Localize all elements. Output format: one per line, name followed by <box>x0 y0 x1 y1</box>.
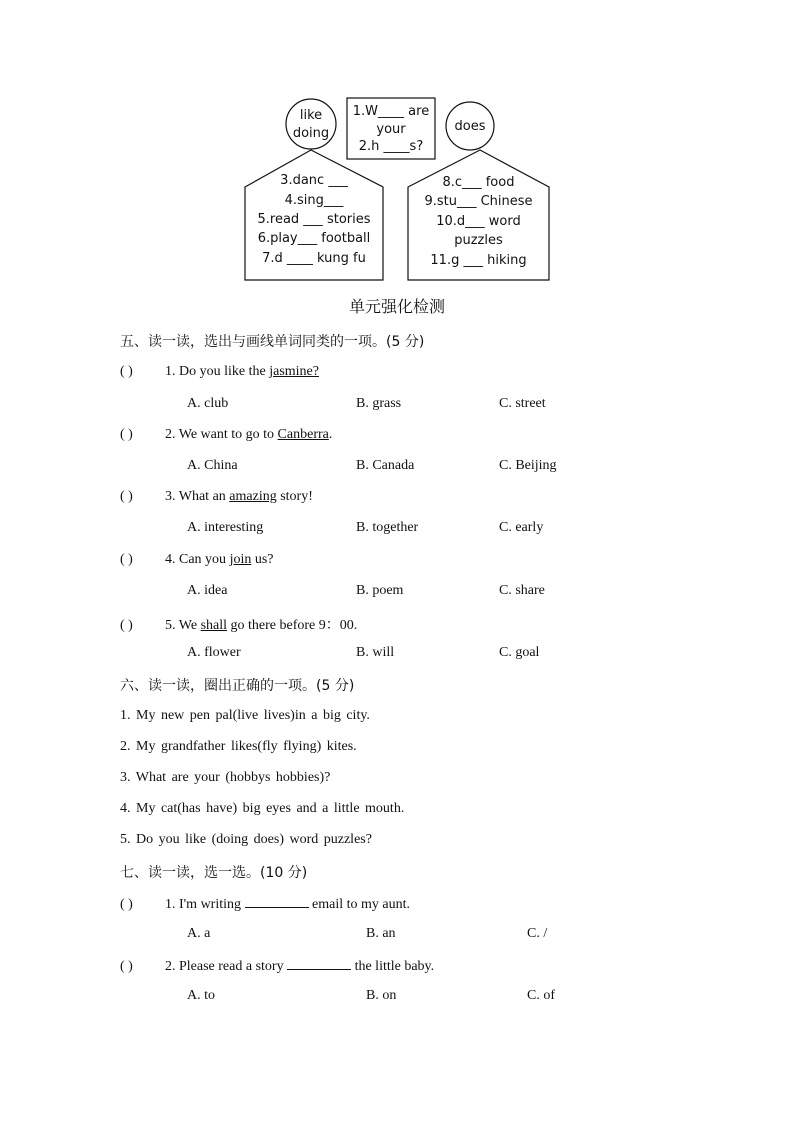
right-house-line-3: 10.d___ word <box>436 214 521 229</box>
option-c[interactable]: C. Beijing <box>499 458 557 473</box>
answer-paren[interactable]: ( ) <box>120 364 133 379</box>
left-house-line-3: 5.read ___ stories <box>257 212 371 227</box>
center-box-line-2: your <box>376 122 406 137</box>
s6-sentence-1[interactable]: 1. My new pen pal(live lives)in a big city. <box>120 708 370 723</box>
s6-sentence-4[interactable]: 4. My cat(has have) big eyes and a little mouth. <box>120 801 405 816</box>
option-b[interactable]: B. grass <box>356 396 402 411</box>
s5-question-3 <box>120 489 313 505</box>
question-text-end: email to my aunt. <box>308 897 410 912</box>
underlined-word: shall <box>200 618 228 633</box>
option-b[interactable]: B. together <box>356 520 419 535</box>
left-house-line-2: 4.sing___ <box>284 193 344 208</box>
s5-question-2 <box>120 427 332 443</box>
answer-paren[interactable]: ( ) <box>120 897 133 912</box>
underlined-word: jasmine? <box>269 364 319 379</box>
option-c[interactable]: C. street <box>499 396 546 411</box>
option-b[interactable]: B. an <box>366 926 396 941</box>
question-text-end: . <box>328 427 333 442</box>
answer-blank[interactable] <box>287 957 351 970</box>
option-b[interactable]: B. on <box>366 988 397 1003</box>
answer-paren[interactable]: ( ) <box>120 618 133 633</box>
right-house-line-4: puzzles <box>454 233 503 248</box>
option-c[interactable]: C. early <box>499 520 544 535</box>
right-house-line-1: 8.c___ food <box>442 175 515 190</box>
left-house-line-1: 3.danc ___ <box>280 173 348 188</box>
option-a[interactable]: A. idea <box>187 583 228 598</box>
option-a[interactable]: A. China <box>187 458 238 473</box>
page-title: 单元强化检测 <box>348 297 445 316</box>
section-5-heading: 五、读一读，选出与画线单词同类的一项。(5 分) <box>120 334 425 350</box>
left-circle-line-1: like <box>299 108 323 123</box>
underlined-word: Canberra <box>277 427 329 442</box>
s5-question-1 <box>120 364 319 380</box>
question-text-end: the little baby. <box>351 959 435 974</box>
answer-blank[interactable] <box>245 895 309 908</box>
option-a[interactable]: A. interesting <box>187 520 264 535</box>
underlined-word: amazing <box>229 489 277 504</box>
option-c[interactable]: C. / <box>527 926 548 941</box>
right-house-line-2: 9.stu___ Chinese <box>424 194 533 209</box>
question-text: 1. I'm writing <box>165 897 245 912</box>
s5-question-4 <box>120 552 274 568</box>
answer-paren[interactable]: ( ) <box>120 489 133 504</box>
option-a[interactable]: A. to <box>187 988 215 1003</box>
s5-question-5 <box>120 614 357 634</box>
answer-paren[interactable]: ( ) <box>120 427 133 442</box>
answer-paren[interactable]: ( ) <box>120 552 133 567</box>
s6-sentence-5[interactable]: 5. Do you like (doing does) word puzzles? <box>120 832 372 847</box>
left-house-line-5: 7.d ____ kung fu <box>262 251 366 266</box>
option-a[interactable]: A. club <box>187 396 229 411</box>
section-7-heading: 七、读一读，选一选。(10 分) <box>120 865 308 881</box>
question-text: 2. Please read a story <box>165 959 288 974</box>
section-6-heading: 六、读一读，圈出正确的一项。(5 分) <box>120 678 355 694</box>
option-b[interactable]: B. will <box>356 645 395 660</box>
option-a[interactable]: A. a <box>187 926 211 941</box>
option-a[interactable]: A. flower <box>187 645 241 660</box>
right-house-line-5: 11.g ___ hiking <box>430 253 527 268</box>
option-c[interactable]: C. of <box>527 988 555 1003</box>
right-circle-text: does <box>454 119 486 134</box>
s6-sentence-2[interactable]: 2. My grandfather likes(fly flying) kites. <box>120 739 357 754</box>
s6-sentence-3[interactable]: 3. What are your (hobbys hobbies)? <box>120 770 331 785</box>
left-house-line-4: 6.play___ football <box>257 231 371 246</box>
question-text: 1. Do you like the <box>165 364 270 379</box>
center-box-line-1: 1.W____ are <box>352 104 430 119</box>
option-c[interactable]: C. goal <box>499 645 540 660</box>
question-text: 5. We <box>165 618 201 633</box>
underlined-word: join <box>229 552 252 567</box>
answer-paren[interactable]: ( ) <box>120 959 133 974</box>
word-diagram <box>0 0 794 300</box>
option-b[interactable]: B. poem <box>356 583 404 598</box>
question-text-end: us? <box>251 552 274 567</box>
option-c[interactable]: C. share <box>499 583 545 598</box>
question-text-end: story! <box>276 489 313 504</box>
left-circle-line-2: doing <box>292 126 330 141</box>
center-box-line-3: 2.h ____s? <box>358 139 424 154</box>
option-b[interactable]: B. Canada <box>356 458 415 473</box>
question-text-end: go there before 9：00. <box>227 618 358 633</box>
question-text: 3. What an <box>165 489 230 504</box>
s7-question-1 <box>120 895 410 913</box>
s7-question-2 <box>120 957 434 975</box>
question-text: 2. We want to go to <box>165 427 278 442</box>
question-text: 4. Can you <box>165 552 230 567</box>
